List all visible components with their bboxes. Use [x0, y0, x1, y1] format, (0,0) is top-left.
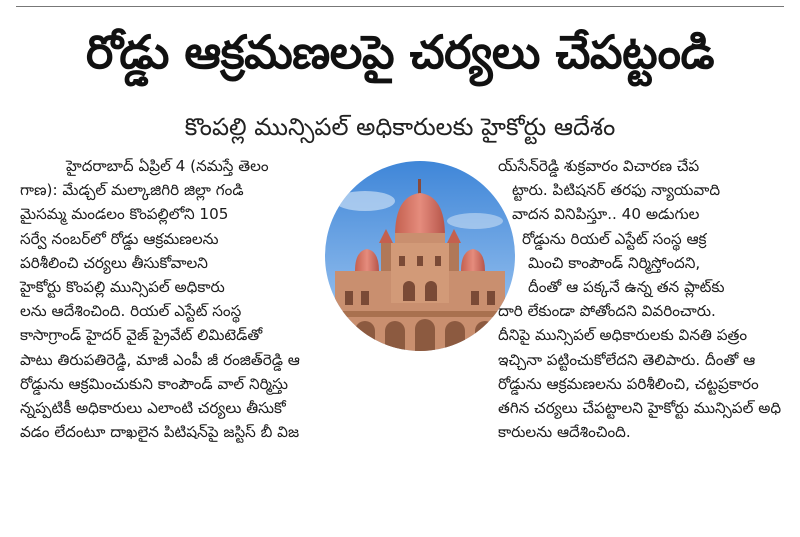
- high-court-photo: [325, 161, 515, 351]
- body-line: వడం లేదంటూ దాఖలైన పిటిషన్‌పై జస్టిస్ బీ విజ: [20, 423, 300, 442]
- subheadline: కొంపల్లి మున్సిపల్ అధికారులకు హైకోర్టు ఆదేశం: [184, 113, 616, 141]
- body-line: వాదన వినిపిస్తూ.. 40 అడుగుల: [512, 205, 700, 224]
- top-divider: [16, 6, 784, 7]
- body-line: తగిన చర్యలు చేపట్టాలని హైకోర్టు మున్సిపల్ అధి: [498, 398, 782, 417]
- body-line: లను ఆదేశించింది. రియల్ ఎస్టేట్ సంస్థ: [20, 302, 242, 321]
- body-line: కారులను ఆదేశించింది.: [498, 423, 631, 442]
- body-line: హైదరాబాద్ ఏప్రిల్ 4 (నమస్తే తెలం: [66, 157, 269, 175]
- body-line: య్‌సేన్‌రెడ్డి శుక్రవారం విచారణ చేప: [498, 157, 700, 175]
- high-court-building-photo: [325, 161, 515, 351]
- right-column: [498, 154, 781, 444]
- body-line: హైకోర్టు కొంపల్లి మున్సిపల్ అధికారు: [20, 277, 225, 296]
- body-line: పరిశీలించి చర్యలు తీసుకోవాలని: [20, 253, 208, 272]
- body-line: దారి లేకుండా పోతోందని వివరించారు.: [498, 302, 716, 321]
- headline: రోడ్డు ఆక్రమణలపై చర్యలు చేపట్టండి: [85, 25, 715, 79]
- body-line: ఇచ్చినా పట్టించుకోలేదని తెలిపారు. దీంతో ఆ: [498, 350, 756, 369]
- body-line: ట్టారు. పిటిషనర్ తరఫు న్యాయవాది: [512, 181, 721, 200]
- article-body: [20, 154, 782, 514]
- body-line: సర్వే నంబర్‌లో రోడ్డు ఆక్రమణలను: [20, 229, 219, 248]
- left-column: [20, 154, 300, 444]
- body-line: దీనిపై మున్సిపల్ అధికారులకు వినతి పత్రం: [498, 326, 748, 345]
- body-line: రోడ్డును ఆక్రమించుకుని కాంపౌండ్ వాల్ నిర్మిస్తు: [20, 374, 288, 393]
- body-line: రోడ్డును రియల్ ఎస్టేట్ సంస్థ ఆక్ర: [522, 229, 707, 248]
- body-line: మించి కాంపౌండ్ నిర్మిస్తోందని,: [528, 253, 701, 272]
- body-line: పాటు తిరుపతిరెడ్డి, మాజీ ఎంపీ జీ రంజిత్‌రెడ్డి ఆ: [20, 350, 300, 369]
- body-line: న్నప్పటికీ అధికారులు ఎలాంటి చర్యలు తీసుకో: [20, 398, 286, 417]
- body-line: రోడ్డును ఆక్రమణలను పరిశీలించి, చట్టప్రకారం: [498, 374, 759, 393]
- body-line: దీంతో ఆ పక్కనే ఉన్న తన ప్లాట్‌కు: [528, 277, 725, 296]
- body-line: కాసాగ్రాండ్ హైదర్ వైజ్ ప్రైవేట్ లిమిటెడ్‌తో: [20, 326, 263, 345]
- body-line: గాణ): మేడ్చల్ మల్కాజిగిరి జిల్లా గండి: [20, 181, 244, 200]
- body-line: మైసమ్మ మండలం కొంపల్లిలోని 105: [20, 205, 229, 224]
